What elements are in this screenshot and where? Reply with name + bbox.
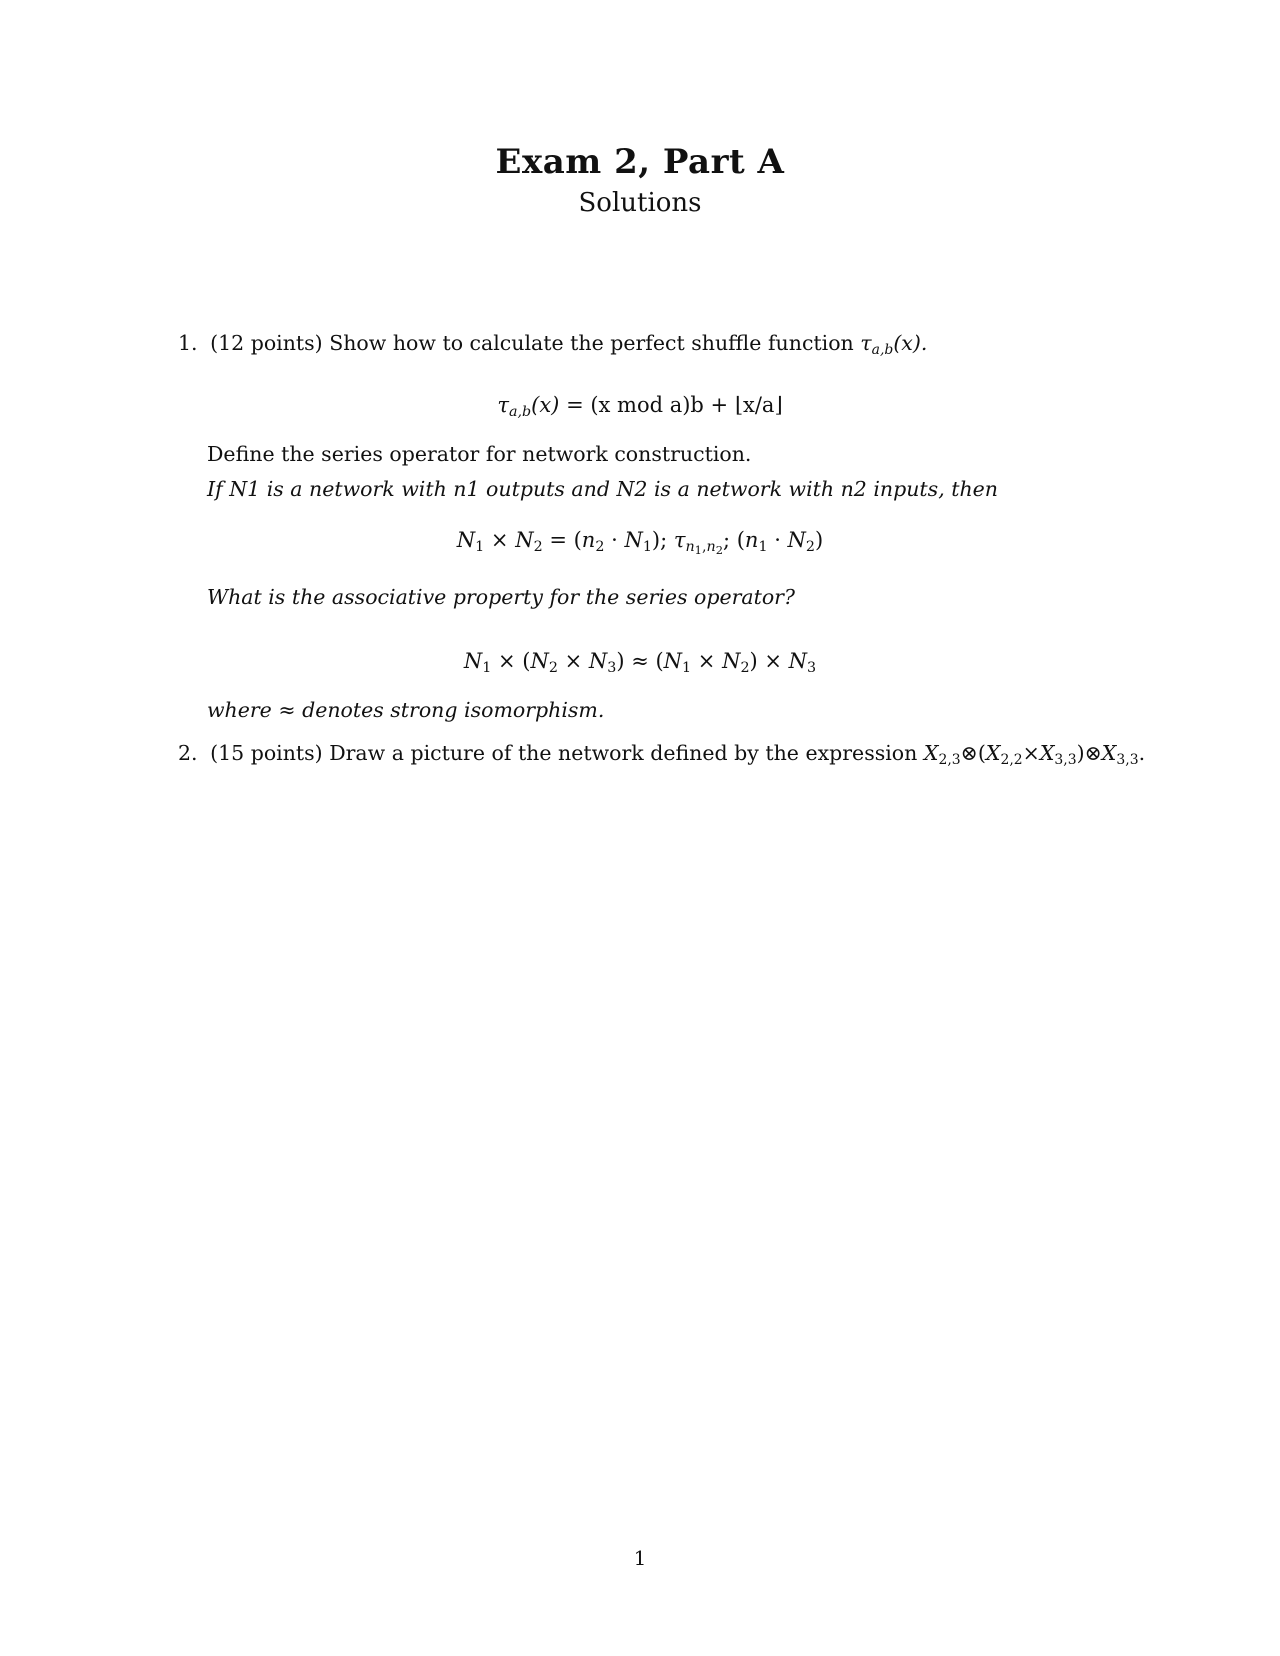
page-subtitle: Solutions <box>578 188 702 218</box>
isomorphism-note <box>207 698 604 722</box>
associative-equation: $N_1 \times (N_2 \times N_3) \approx (N_1 \times N_2) \times N_3$ <box>463 649 817 676</box>
series-definition-text: If N1 is a network with n1 outputs and N2 is a network with n2 inputs, then <box>207 477 999 501</box>
question-2-prompt <box>178 741 1146 768</box>
question-2-number: 2. <box>178 741 198 765</box>
isomorphism-text: denotes strong isomorphism. <box>302 698 605 722</box>
page-title: Exam 2, Part A <box>495 142 785 182</box>
series-operator-equation: $N_1 \times N_2 = (n_2 \cdot N_1)$; $\tau_{n_1,n_2}$; $(n_1 \cdot N_2)$ <box>456 528 824 558</box>
network-expression: $X_{2,3}\otimes(X_{2,2}\times X_{3,3})\otimes X_{3,3}$. <box>923 741 1146 768</box>
where-word: where <box>207 698 272 722</box>
question-1-prompt <box>178 331 928 358</box>
define-series-text: Define the series operator for network construction. <box>207 442 752 466</box>
page-number: 1 <box>633 1546 647 1570</box>
approx-symbol: ≈ <box>278 698 296 722</box>
tau-argument: (x). <box>893 331 928 355</box>
tau-symbol: τ <box>860 331 872 355</box>
shuffle-eq-rhs: = (x mod a)b + ⌊x/a⌋ <box>566 393 783 417</box>
question-2-text: (15 points) Draw a picture of the network defined by the expression <box>210 741 918 765</box>
shuffle-equation: $\tau_{a,b}(x) = (x$ mod a)b + ⌊x/a⌋ <box>497 393 783 420</box>
tau-subscript: a,b <box>871 341 894 358</box>
question-1-text: (12 points) Show how to calculate the perfect shuffle function <box>210 331 854 355</box>
shuffle-eq-subscript: a,b <box>508 403 532 420</box>
associative-question: What is the associative property for the series operator? <box>207 585 795 609</box>
question-1-number: 1. <box>178 331 198 355</box>
